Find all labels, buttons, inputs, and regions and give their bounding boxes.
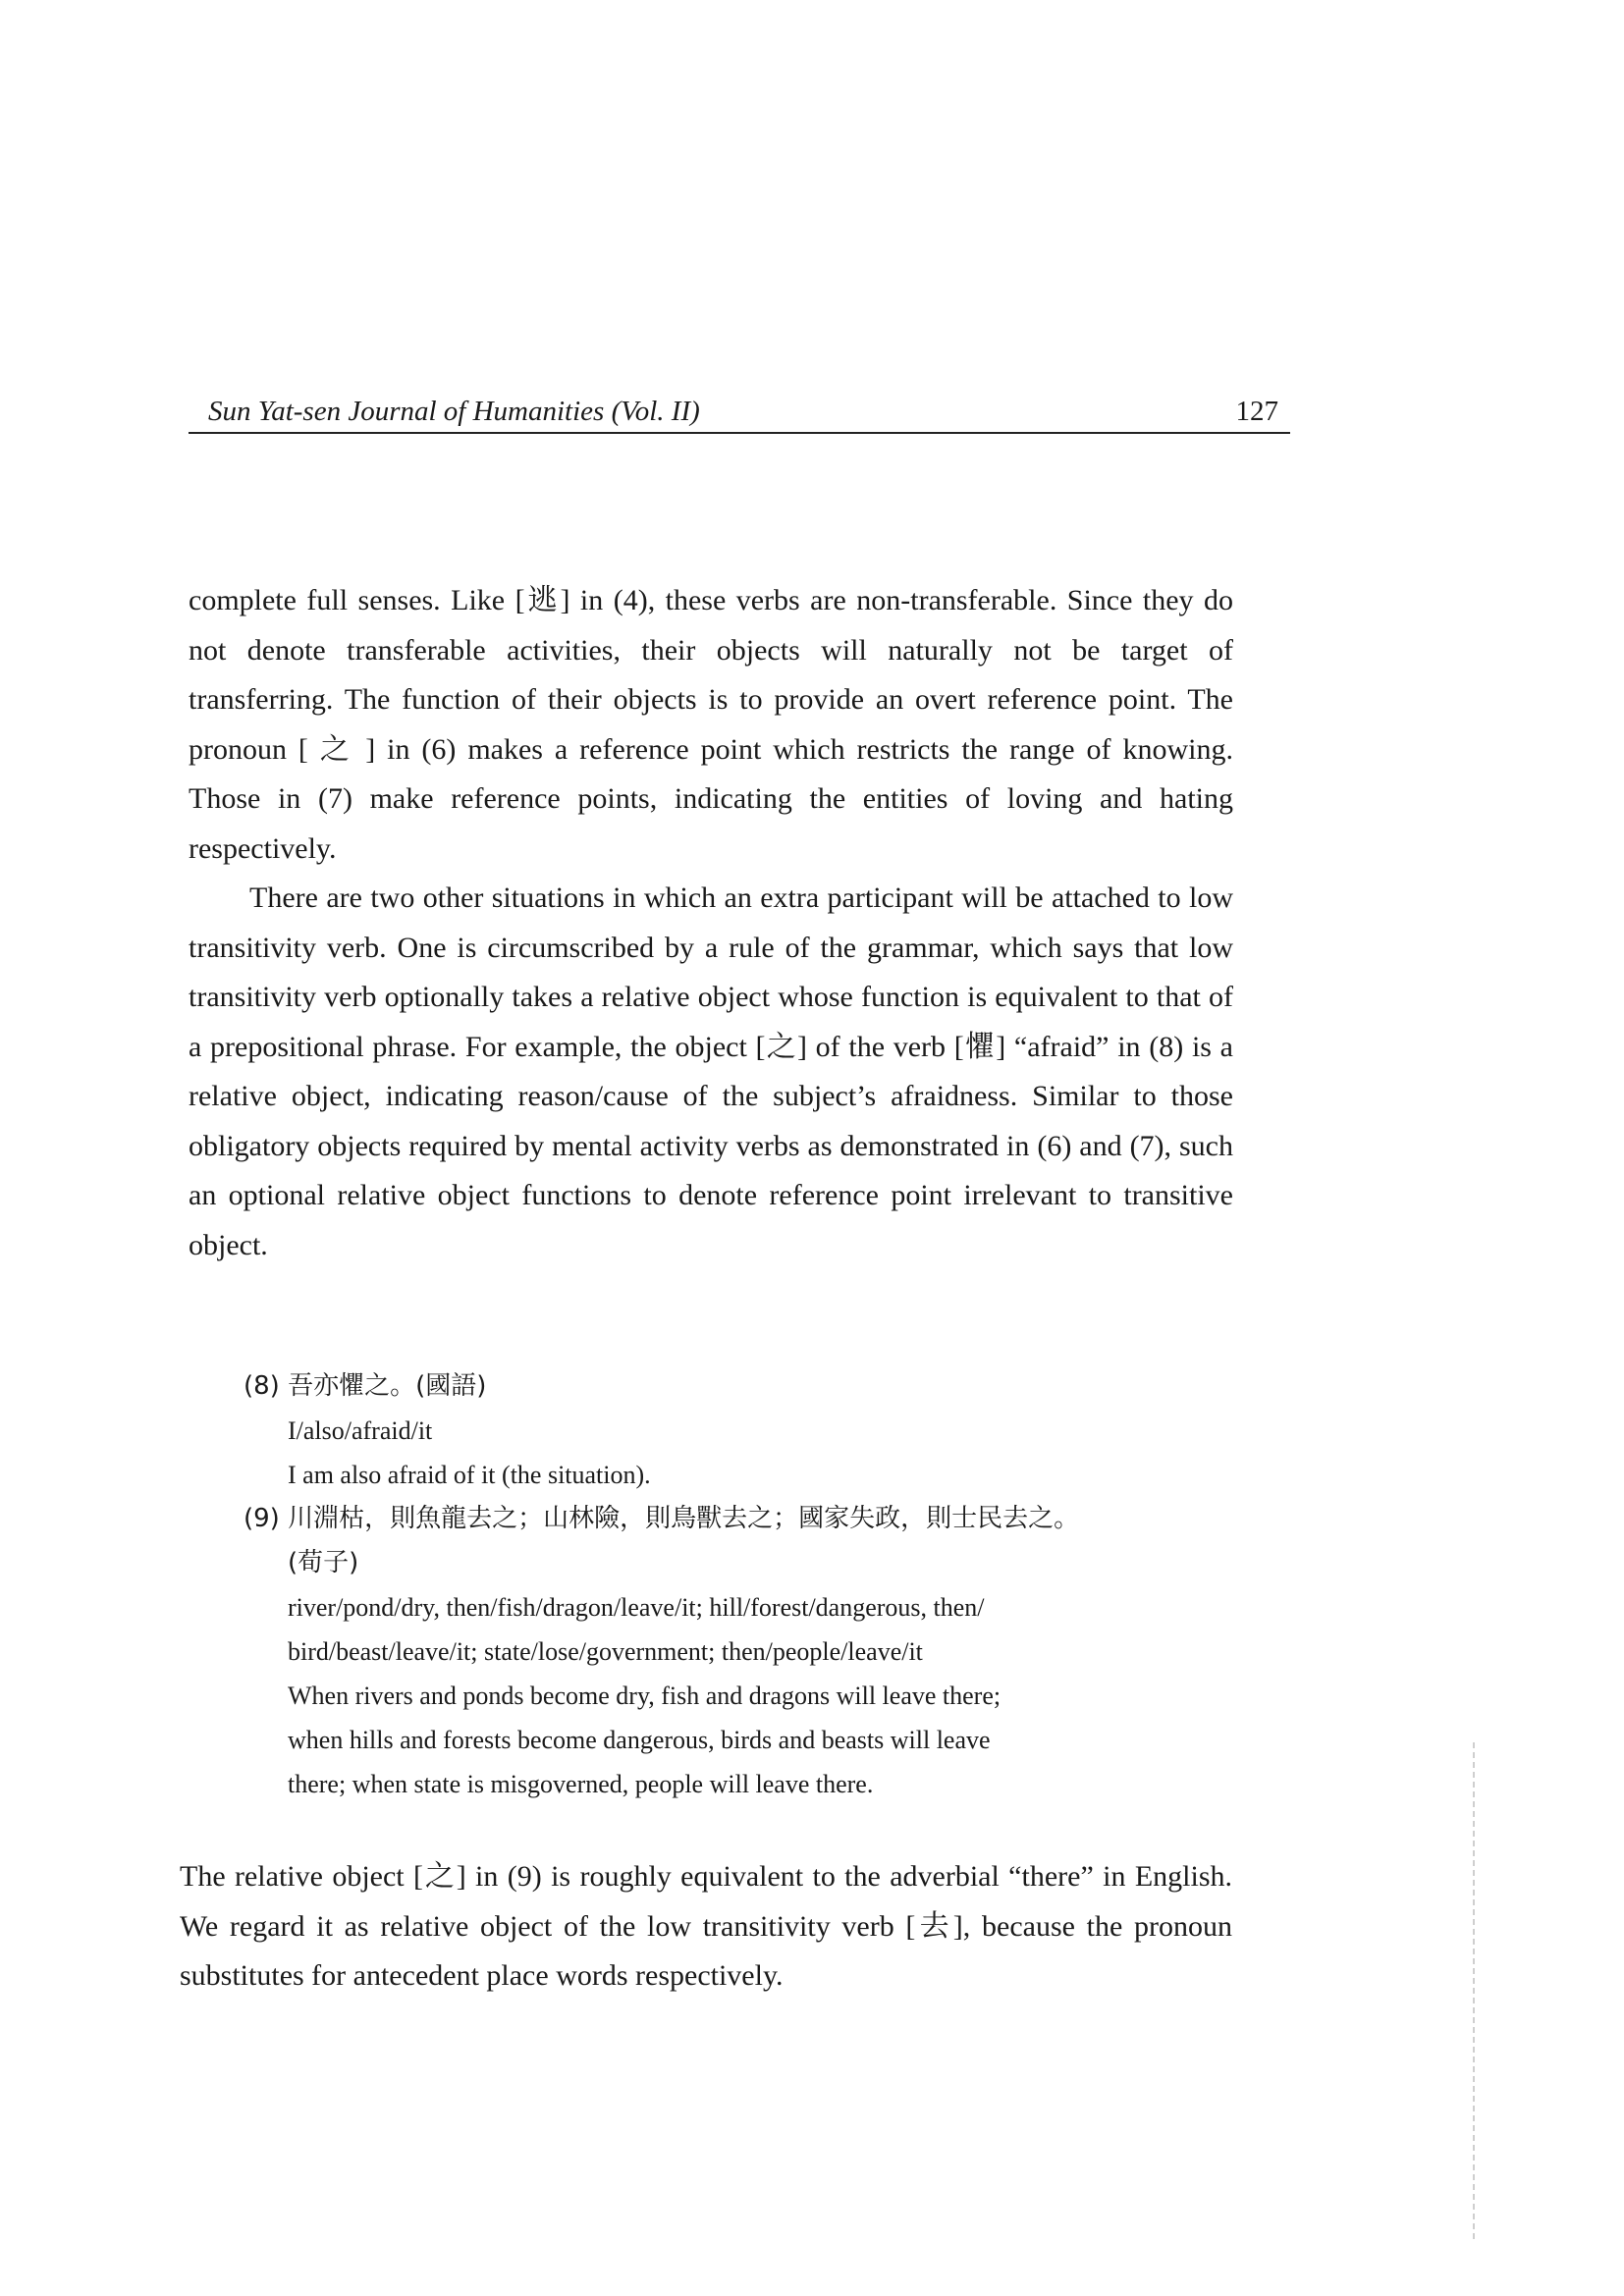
scan-edge-mark: [1473, 1742, 1475, 2243]
example-9-translation-line: When rivers and ponds become dry, fish and dragons will leave there;: [288, 1682, 1001, 1710]
example-8-translation: I am also afraid of it (the situation).: [288, 1461, 651, 1489]
paragraph-2: There are two other situations in which an extra participant will be attached to low transitivity verb. One is circumscribed by a rule of the grammar, which says that low transitivity verb optionally takes a relative object whose function is equivalent to that of a prepositional phrase. For example, the object [之] of the verb [懼] “afraid” in (8) is a relative object, indicating reason/cause of the subject’s afraidness. Similar to those obligatory objects required by mental activity verbs as demonstrated in (6) and (7), such an optional relative object functions to denote reference point irrelevant to transitive object.: [189, 881, 1233, 1261]
example-9-translation-line: when hills and forests become dangerous, birds and beasts will leave: [288, 1726, 991, 1754]
example-9-gloss-line: river/pond/dry, then/fish/dragon/leave/it; hill/forest/dangerous, then/: [288, 1593, 985, 1622]
body-text-top: [189, 576, 1233, 1270]
example-8-chinese: (8) 吾亦懼之。(國語): [244, 1371, 487, 1401]
example-9-gloss-line: bird/beast/leave/it; state/lose/government; then/people/leave/it: [288, 1637, 923, 1666]
page-number: 127: [1235, 396, 1278, 427]
example-9-chinese: (9) 川淵枯，則魚龍去之；山林險，則鳥獸去之；國家失政，則士民去之。: [244, 1504, 1080, 1533]
example-9-translation-line: there; when state is misgoverned, people will leave there.: [288, 1770, 874, 1798]
paragraph-3: The relative object [之] in (9) is roughly equivalent to the adverbial “there” in English. We regard it as relative object of the low transitivity verb [去], because the pronoun substitutes for antecedent place words respectively.: [180, 1860, 1232, 1992]
body-text-bottom: [180, 1852, 1232, 2002]
example-9-gloss: [244, 1585, 1186, 1674]
example-9-translation: [244, 1674, 1186, 1806]
example-8-gloss: I/also/afraid/it: [288, 1416, 433, 1445]
example-9-source: (荀子): [288, 1548, 359, 1577]
running-header: [189, 393, 1290, 434]
journal-title: Sun Yat-sen Journal of Humanities (Vol. II): [208, 396, 700, 427]
example-block: [244, 1364, 1186, 1806]
paragraph-1: complete full senses. Like [逃] in (4), these verbs are non-transferable. Since they do not denote transferable activities, their objects will naturally not be target of transferring. The function of their objects is to provide an overt reference point. The pronoun [ 之 ] in (6) makes a reference point which restricts the range of knowing. Those in (7) make reference points, indicating the entities of loving and hating respectively.: [189, 584, 1233, 865]
